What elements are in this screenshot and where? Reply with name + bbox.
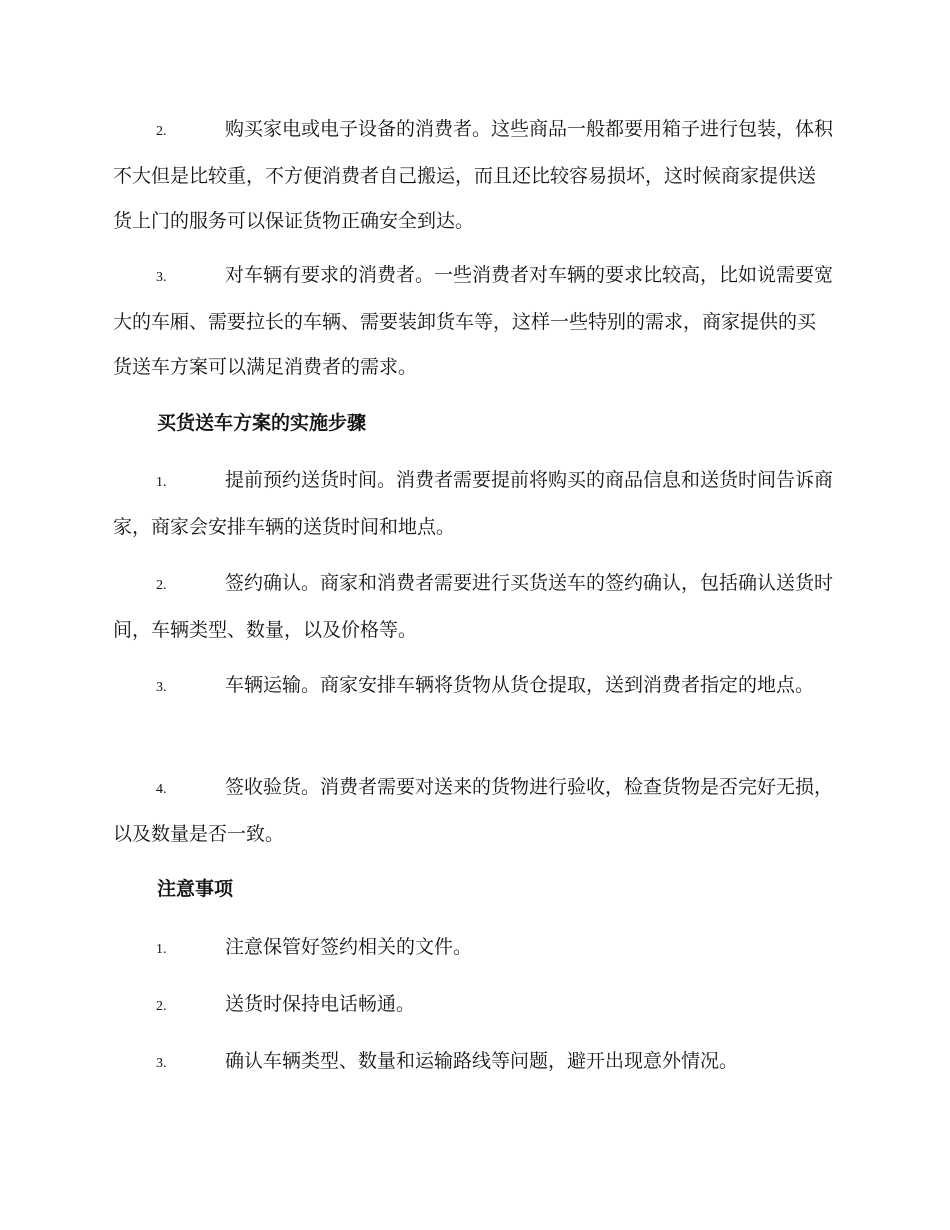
list-number: 2.	[156, 578, 167, 593]
list-text: 送货时保持电话畅通。	[225, 993, 416, 1015]
list-item	[113, 663, 833, 710]
list-item	[113, 982, 833, 1029]
list-text: 提前预约送货时间。消费者需要提前将购买的商品信息和送货时间告诉商家，商家会安排车辆的送货时间和地点。	[113, 469, 834, 538]
list-item	[113, 765, 833, 857]
list-item	[113, 561, 833, 653]
list-number: 1.	[156, 942, 167, 957]
list-number: 4.	[156, 782, 167, 797]
list-text: 注意保管好签约相关的文件。	[225, 936, 473, 958]
list-number: 2.	[156, 124, 167, 139]
list-text: 对车辆有要求的消费者。一些消费者对车辆的要求比较高，比如说需要宽大的车厢、需要拉长的车辆、需要装卸货车等，这样一些特别的需求，商家提供的买货送车方案可以满足消费者的需求。	[113, 264, 834, 378]
list-number: 1.	[156, 475, 167, 490]
list-number: 3.	[156, 1056, 167, 1071]
list-item	[113, 107, 833, 244]
list-number: 3.	[156, 680, 167, 695]
list-text: 签约确认。商家和消费者需要进行买货送车的签约确认，包括确认送货时间，车辆类型、数量，以及价格等。	[113, 572, 834, 641]
list-text: 购买家电或电子设备的消费者。这些商品一般都要用箱子进行包装，体积不大但是比较重，不方便消费者自己搬运，而且还比较容易损坏，这时候商家提供送货上门的服务可以保证货物正确安全到达。	[113, 118, 834, 232]
list-text: 签收验货。消费者需要对送来的货物进行验收，检查货物是否完好无损，以及数量是否一致。	[113, 776, 834, 845]
list-number: 2.	[156, 999, 167, 1014]
list-item	[113, 1039, 833, 1086]
section-heading-notes: 注意事项	[157, 878, 234, 900]
list-item	[113, 925, 833, 972]
list-text: 确认车辆类型、数量和运输路线等问题，避开出现意外情况。	[225, 1050, 739, 1072]
list-text: 车辆运输。商家安排车辆将货物从货仓提取，送到消费者指定的地点。	[225, 674, 815, 696]
section-heading-steps: 买货送车方案的实施步骤	[157, 412, 367, 434]
list-item	[113, 458, 833, 550]
list-item	[113, 253, 833, 390]
list-number: 3.	[156, 270, 167, 285]
